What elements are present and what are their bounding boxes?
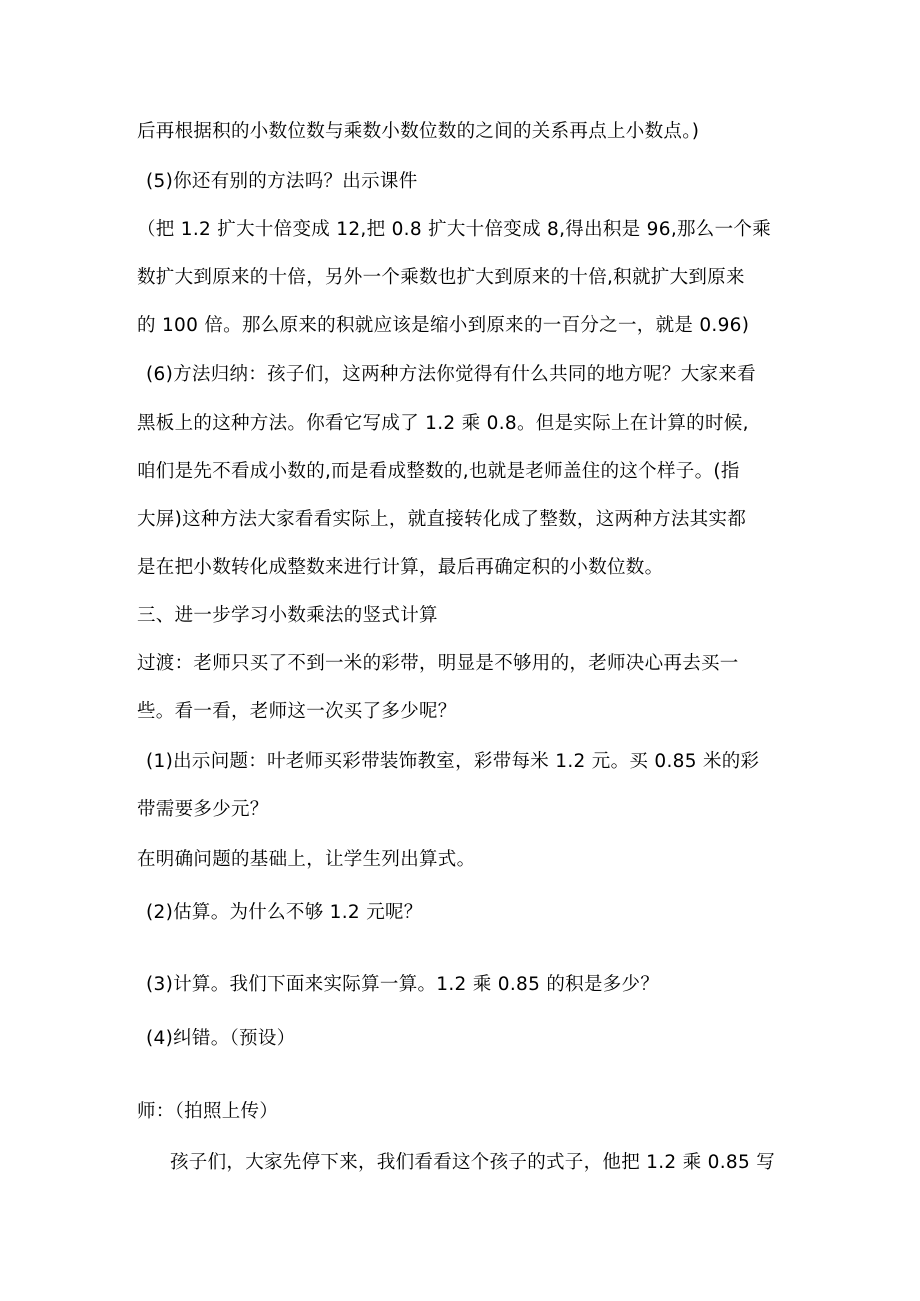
text-line: (5)你还有别的方法吗？出示课件 bbox=[146, 171, 418, 192]
text-line: (4)纠错。（预设） bbox=[146, 1028, 296, 1049]
text-line: （把 1.2 扩大十倍变成 12,把 0.8 扩大十倍变成 8,得出积是 96,那么一个乘 bbox=[137, 219, 772, 240]
text-line: (6)方法归纳：孩子们，这两种方法你觉得有什么共同的地方呢？大家来看 bbox=[146, 364, 756, 385]
text-line: 是在把小数转化成整数来进行计算，最后再确定积的小数位数。 bbox=[137, 557, 664, 578]
text-line: 些。看一看，老师这一次买了多少呢？ bbox=[137, 701, 457, 722]
text-line: 孩子们，大家先停下来，我们看看这个孩子的式子，他把 1.2 乘 0.85 写 bbox=[170, 1152, 776, 1173]
text-line: (3)计算。我们下面来实际算一算。1.2 乘 0.85 的积是多少？ bbox=[146, 974, 660, 995]
text-line: 后再根据积的小数位数与乘数小数位数的之间的关系再点上小数点。) bbox=[137, 121, 700, 142]
text-line: 带需要多少元？ bbox=[137, 799, 269, 820]
text-line: (2)估算。为什么不够 1.2 元呢？ bbox=[146, 902, 423, 923]
text-line: 数扩大到原来的十倍，另外一个乘数也扩大到原来的十倍,积就扩大到原来 bbox=[137, 267, 745, 288]
text-line: 黑板上的这种方法。你看它写成了 1.2 乘 0.8。但是实际上在计算的时候, bbox=[137, 413, 749, 434]
text-line: 在明确问题的基础上，让学生列出算式。 bbox=[137, 849, 476, 870]
text-line: 的 100 倍。那么原来的积就应该是缩小到原来的一百分之一，就是 0.96) bbox=[137, 315, 750, 336]
text-line: 大屏)这种方法大家看看实际上，就直接转化成了整数，这两种方法其实都 bbox=[137, 509, 747, 530]
text-line: (1)出示问题：叶老师买彩带装饰教室，彩带每米 1.2 元。买 0.85 米的彩 bbox=[146, 751, 760, 772]
text-line: 师：（拍照上传） bbox=[137, 1101, 279, 1122]
section-heading: 三、进一步学习小数乘法的竖式计算 bbox=[137, 605, 438, 626]
text-line: 咱们是先不看成小数的,而是看成整数的,也就是老师盖住的这个样子。(指 bbox=[137, 461, 740, 482]
text-line: 过渡：老师只买了不到一米的彩带，明显是不够用的，老师决心再去买一 bbox=[137, 653, 739, 674]
